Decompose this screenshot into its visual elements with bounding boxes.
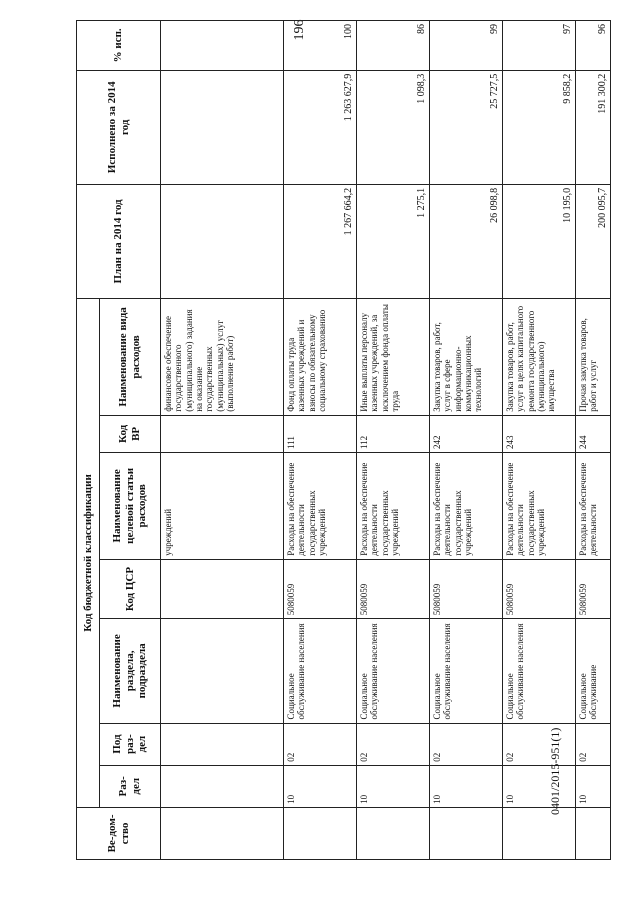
cell-csr-name: учреждений	[161, 453, 284, 560]
page-number: 196	[292, 19, 307, 41]
cell-isp: 9 858,2	[503, 70, 576, 184]
cell-vr	[161, 415, 284, 452]
cell-razdel: 10	[284, 765, 357, 807]
table-row	[576, 21, 611, 860]
cell-plan: 1 275,1	[357, 184, 430, 298]
cell-pct: 96	[576, 21, 611, 71]
header-plan: План на 2014 год	[77, 184, 161, 298]
table-row	[161, 21, 284, 860]
budget-table	[76, 20, 611, 860]
cell-csr: 5080059	[357, 559, 430, 619]
cell-pct: 100	[284, 21, 357, 71]
cell-razdel: 10	[576, 765, 611, 807]
cell-vr-name: Закупка товаров, работ, услуг в сфере информационно-коммуникационных технологий	[430, 299, 503, 416]
table-row	[284, 21, 357, 860]
cell-csr: 5080059	[503, 559, 576, 619]
cell-pct: 99	[430, 21, 503, 71]
cell-razdel-name: Социальное обслуживание	[576, 619, 611, 723]
cell-razdel	[161, 765, 284, 807]
table-row	[430, 21, 503, 860]
cell-csr-name: Расходы на обеспечение деятельности государственных учреждений	[430, 453, 503, 560]
cell-razdel: 10	[430, 765, 503, 807]
cell-csr: 5080059	[284, 559, 357, 619]
header-pct: % исп.	[77, 21, 161, 71]
cell-podrazdel: 02	[503, 723, 576, 765]
cell-isp: 191 300,2	[576, 70, 611, 184]
cell-csr-name: Расходы на обеспечение деятельности государственных учреждений	[284, 453, 357, 560]
cell-vr: 243	[503, 415, 576, 452]
cell-vr-name: Прочая закупка товаров, работ и услуг	[576, 299, 611, 416]
document-code: 0401/2015-951(1)	[548, 727, 562, 815]
cell-razdel-name: Социальное обслуживание населения	[430, 619, 503, 723]
cell-isp: 1 098,3	[357, 70, 430, 184]
cell-ved	[503, 807, 576, 859]
cell-razdel-name	[161, 619, 284, 723]
cell-pct: 97	[503, 21, 576, 71]
cell-razdel-name: Социальное обслуживание населения	[284, 619, 357, 723]
header-vr-name: Наименование вида расходов	[100, 299, 161, 416]
cell-ved	[161, 807, 284, 859]
cell-isp: 25 727,5	[430, 70, 503, 184]
cell-vr-name: Фонд оплаты труда казенных учреждений и взносы по обязательному социальному страхованию	[284, 299, 357, 416]
table-row	[357, 21, 430, 860]
cell-ved	[576, 807, 611, 859]
cell-plan: 10 195,0	[503, 184, 576, 298]
cell-vr: 242	[430, 415, 503, 452]
cell-csr-name: Расходы на обеспечение деятельности	[576, 453, 611, 560]
cell-podrazdel: 02	[430, 723, 503, 765]
cell-csr	[161, 559, 284, 619]
cell-ved	[284, 807, 357, 859]
header-razdel-name: Наименование раздела, подраздела	[100, 619, 161, 723]
cell-vr-name: Иные выплаты персоналу казенных учреждений, за исключением фонда оплаты труда	[357, 299, 430, 416]
header-podrazdel: Под раз-дел	[100, 723, 161, 765]
header-csr-name: Наименование целевой статьи расходов	[100, 453, 161, 560]
cell-vr-name: финансовое обеспечение государственного (муниципального) задания на оказание государственных (муниципальных) услуг (выполнение работ)	[161, 299, 284, 416]
header-group: Код бюджетной классификации	[77, 299, 100, 808]
cell-csr: 5080059	[576, 559, 611, 619]
cell-razdel-name: Социальное обслуживание населения	[503, 619, 576, 723]
cell-pct: 86	[357, 21, 430, 71]
cell-ved	[430, 807, 503, 859]
cell-vr: 111	[284, 415, 357, 452]
cell-vr: 112	[357, 415, 430, 452]
cell-csr-name: Расходы на обеспечение деятельности государственных учреждений	[503, 453, 576, 560]
header-vr: Код ВР	[100, 415, 161, 452]
cell-plan	[161, 184, 284, 298]
cell-podrazdel: 02	[357, 723, 430, 765]
header-razdel: Раз-дел	[100, 765, 161, 807]
header-isp: Исполнено за 2014 год	[77, 70, 161, 184]
table-row	[503, 21, 576, 860]
cell-ved	[357, 807, 430, 859]
header-csr: Код ЦСР	[100, 559, 161, 619]
cell-podrazdel: 02	[576, 723, 611, 765]
cell-plan: 200 095,7	[576, 184, 611, 298]
header-vedomstvo: Ве-дом-ство	[77, 807, 161, 859]
cell-podrazdel: 02	[284, 723, 357, 765]
cell-razdel: 10	[357, 765, 430, 807]
cell-plan: 1 267 664,2	[284, 184, 357, 298]
cell-pct	[161, 21, 284, 71]
cell-razdel: 10	[503, 765, 576, 807]
cell-plan: 26 098,8	[430, 184, 503, 298]
cell-csr: 5080059	[430, 559, 503, 619]
cell-csr-name: Расходы на обеспечение деятельности государственных учреждений	[357, 453, 430, 560]
cell-isp: 1 263 627,9	[284, 70, 357, 184]
cell-isp	[161, 70, 284, 184]
cell-podrazdel	[161, 723, 284, 765]
cell-vr: 244	[576, 415, 611, 452]
cell-razdel-name: Социальное обслуживание населения	[357, 619, 430, 723]
cell-vr-name: Закупка товаров, работ, услуг в целях капитального ремонта государственного (муниципального) имущества	[503, 299, 576, 416]
